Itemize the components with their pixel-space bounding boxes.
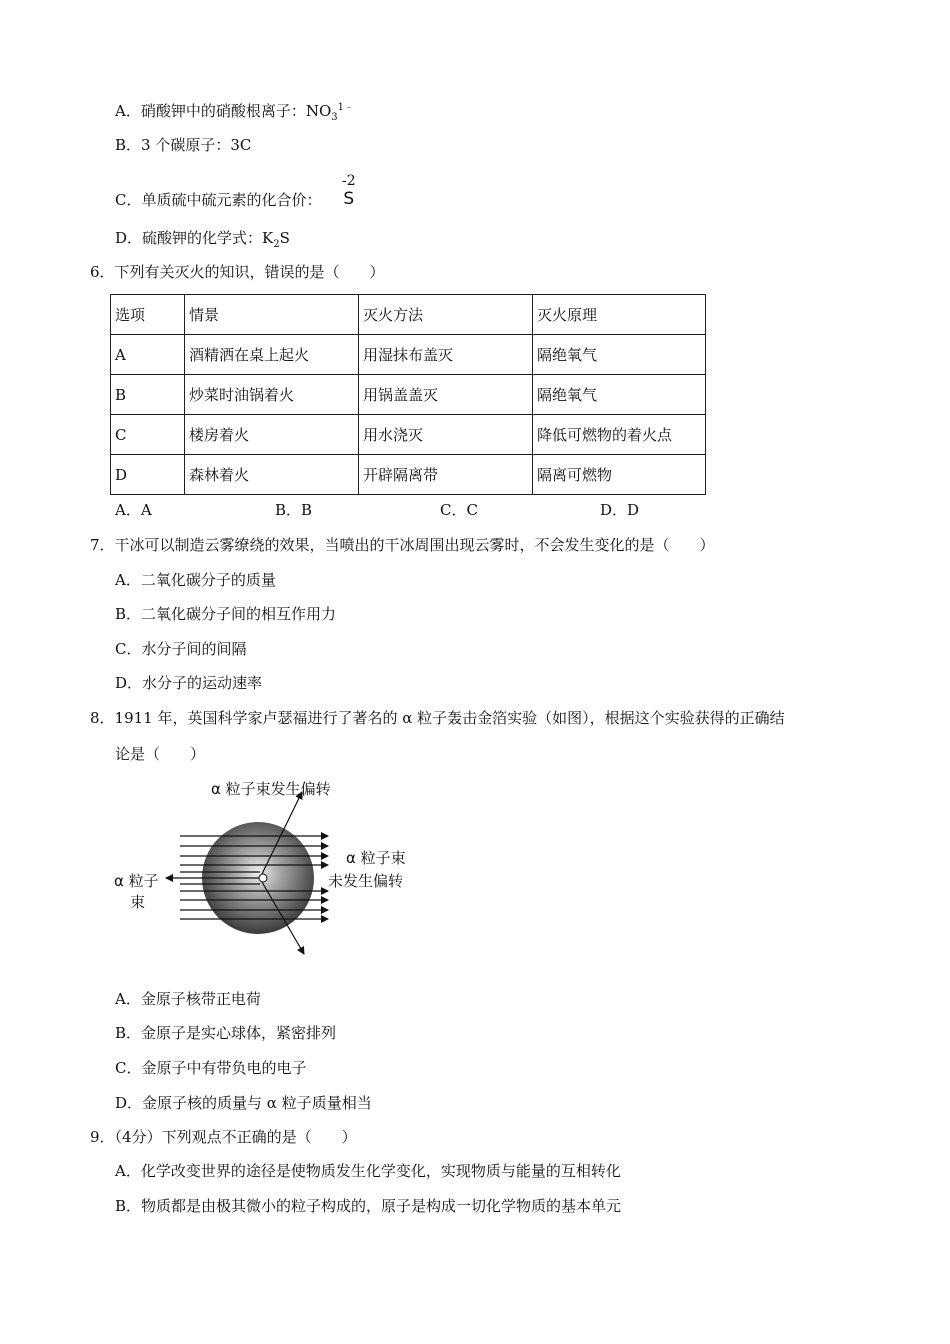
q8-option-d: D．金原子核的质量与 α 粒子质量相当 xyxy=(115,1094,372,1112)
table-cell: 隔绝氧气 xyxy=(533,335,706,375)
table-cell: 隔离可燃物 xyxy=(533,455,706,495)
sulfur-valence xyxy=(342,172,356,208)
alpha-scattering-figure xyxy=(110,776,430,958)
q8-stem-line2: 论是（ ） xyxy=(115,745,206,763)
table-cell: 森林着火 xyxy=(185,455,359,495)
table-header-cell: 灭火方法 xyxy=(359,295,533,335)
q5-option-d-subscript: 2 xyxy=(273,239,280,250)
table-cell: C xyxy=(111,415,185,455)
table-cell: D xyxy=(111,455,185,495)
q7-option-d: D．水分子的运动速率 xyxy=(115,674,263,692)
q5-option-d xyxy=(115,228,290,255)
table-cell: 楼房着火 xyxy=(185,415,359,455)
table-header-cell: 选项 xyxy=(111,295,185,335)
q5-option-c: C．单质硫中硫元素的化合价： xyxy=(115,191,322,209)
valence-charge: -2 xyxy=(342,173,356,189)
q8-option-b: B．金原子是实心球体，紧密排列 xyxy=(115,1024,337,1042)
table-cell: B xyxy=(111,375,185,415)
table-cell: 炒菜时油锅着火 xyxy=(185,375,359,415)
valence-element: S xyxy=(343,189,355,209)
q5-option-b: B．3 个碳原子：3C xyxy=(115,136,252,154)
q6-stem: 6．下列有关灭火的知识，错误的是（ ） xyxy=(90,263,385,281)
q5-option-d-text: D．硫酸钾的化学式：K xyxy=(115,229,274,247)
q5-option-a-subscript: 3 xyxy=(331,112,338,123)
table-cell: 酒精洒在桌上起火 xyxy=(185,335,359,375)
label-alpha-beam-1: α 粒子 xyxy=(114,872,159,890)
q7-option-a: A．二氧化碳分子的质量 xyxy=(115,571,276,589)
q8-option-c: C．金原子中有带负电的电子 xyxy=(115,1059,307,1077)
table-cell: 隔绝氧气 xyxy=(533,375,706,415)
label-alpha-beam-2: 束 xyxy=(130,893,146,911)
fire-table xyxy=(110,294,706,495)
q5-option-a xyxy=(115,98,354,128)
table-header-cell: 灭火原理 xyxy=(533,295,706,335)
q5-option-a-text: A．硝酸钾中的硝酸根离子：NO xyxy=(115,102,332,120)
table-cell: A xyxy=(111,335,185,375)
table-cell: 用水浇灭 xyxy=(359,415,533,455)
label-undeflected-1: α 粒子束 xyxy=(346,849,406,867)
table-row xyxy=(111,375,706,415)
label-undeflected-2: 未发生偏转 xyxy=(328,872,404,890)
q5-option-d-suffix: S xyxy=(279,229,290,247)
table-header-row xyxy=(111,295,706,335)
q6-answer-b: B．B xyxy=(275,501,313,519)
q9-option-b: B．物质都是由极其微小的粒子构成的，原子是构成一切化学物质的基本单元 xyxy=(115,1197,622,1215)
table-row xyxy=(111,455,706,495)
q7-stem: 7．干冰可以制造云雾缭绕的效果，当喷出的干冰周围出现云雾时，不会发生变化的是（ ） xyxy=(90,536,715,554)
q6-answer-a: A．A xyxy=(115,501,152,519)
q7-option-c: C．水分子间的间隔 xyxy=(115,640,247,658)
q9-option-a: A．化学改变世界的途径是使物质发生化学变化，实现物质与能量的互相转化 xyxy=(115,1162,621,1180)
nucleus-icon xyxy=(259,874,267,882)
label-deflected: α 粒子束发生偏转 xyxy=(211,780,331,798)
table-row xyxy=(111,415,706,455)
table-header-cell: 情景 xyxy=(185,295,359,335)
q6-answer-c: C．C xyxy=(440,501,478,519)
table-cell: 用锅盖盖灭 xyxy=(359,375,533,415)
q9-stem: 9．（4分）下列观点不正确的是（ ） xyxy=(90,1128,357,1146)
q8-stem-line1: 8．1911 年，英国科学家卢瑟福进行了著名的 α 粒子轰击金箔实验（如图），根据这个实验获得的正确结 xyxy=(90,709,785,727)
table-cell: 用湿抹布盖灭 xyxy=(359,335,533,375)
q5-option-a-superscript: 1﹣ xyxy=(337,102,355,113)
q7-option-b: B．二氧化碳分子间的相互作用力 xyxy=(115,605,337,623)
q6-answer-d: D．D xyxy=(600,501,640,519)
table-cell: 开辟隔离带 xyxy=(359,455,533,495)
table-cell: 降低可燃物的着火点 xyxy=(533,415,706,455)
table-row xyxy=(111,335,706,375)
q8-option-a: A．金原子核带正电荷 xyxy=(115,990,261,1008)
